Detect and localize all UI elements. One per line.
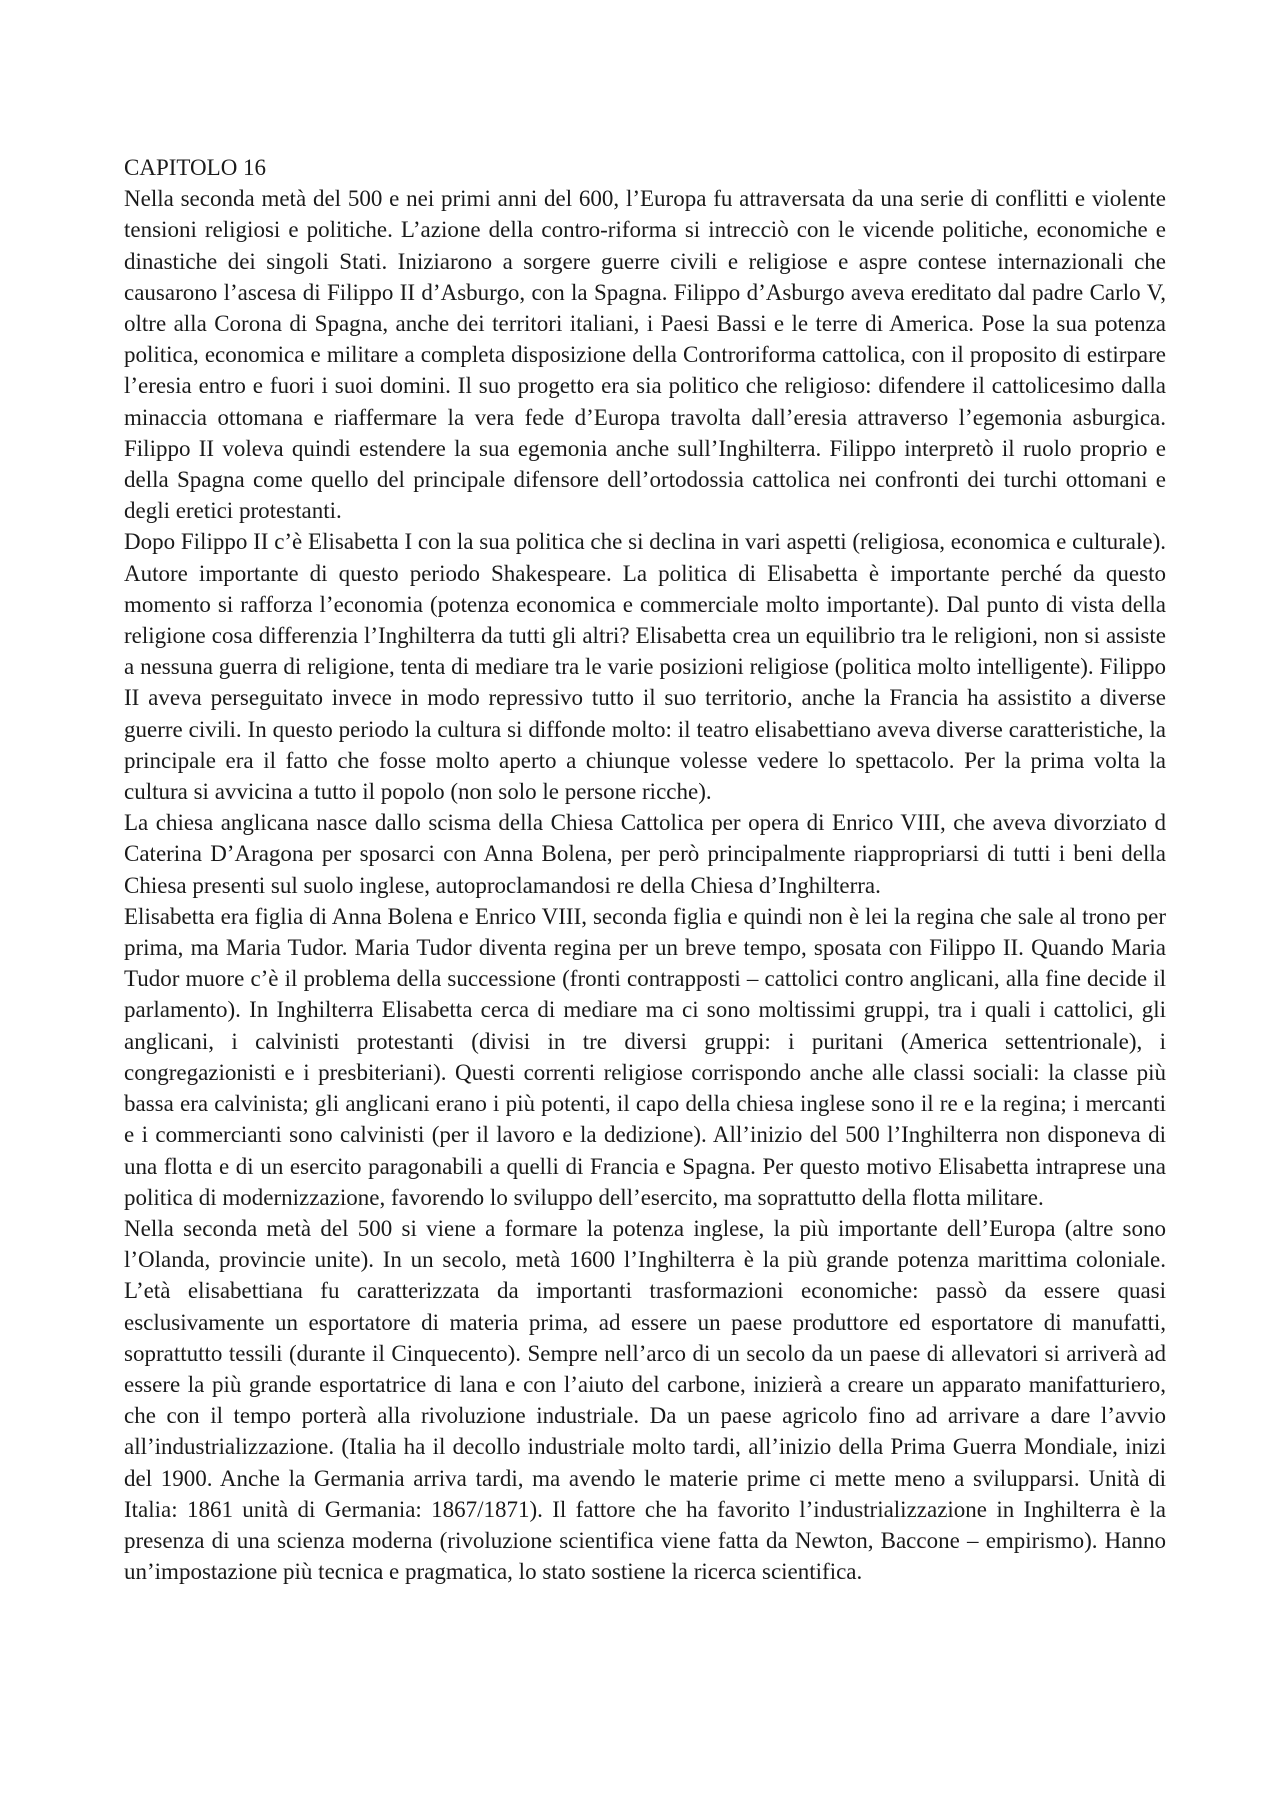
paragraph-chiesa-anglicana: La chiesa anglicana nasce dallo scisma della Chiesa Cattolica per opera di Enrico VIII, che aveva divorziato d Caterina D’Aragona per sposarci con Anna Bolena, per però principalmente riappropriarsi di tutti i beni della Chiesa presenti sul suolo inglese, autoproclamandosi re della Chiesa d’Inghilterra. [124,810,1166,898]
paragraph-filippo-ii: Nella seconda metà del 500 e nei primi anni del 600, l’Europa fu attraversata da una serie di conflitti e violente tensioni religiosi e politiche. L’azione della contro-riforma si intrecciò con le vicende politiche, economiche e dinastiche dei singoli Stati. Iniziarono a sorgere guerre civili e religiose e aspre contese internazionali che causarono l’ascesa di Filippo II d’Asburgo, con la Spagna. Filippo d’Asburgo aveva ereditato dal padre Carlo V, oltre alla Corona di Spagna, anche dei territori italiani, i Paesi Bassi e le terre di America. Pose la sua potenza politica, economica e militare a completa disposizione della Controriforma cattolica, con il proposito di estirpare l’eresia entro e fuori i suoi domini. Il suo progetto era sia politico che religioso: difendere il cattolicesimo dalla minaccia ottomana e riaffermare la vera fede d’Europa travolta dall’eresia attraverso l’egemonia asburgica. Filippo II voleva quindi estendere la sua egemonia anche sull’Inghilterra. Filippo interpretò il ruolo proprio e della Spagna come quello del principale difensore dell’ortodossia cattolica nei confronti dei turchi ottomani e degli eretici protestanti. [124,186,1166,524]
paragraph-elisabetta-politica: Dopo Filippo II c’è Elisabetta I con la sua politica che si declina in vari aspetti (religiosa, economica e culturale). Autore importante di questo periodo Shakespeare. La politica di Elisabetta è importante perché da questo momento si rafforza l’economia (potenza economica e commerciale molto importante). Dal punto di vista della religione cosa differenzia l’Inghilterra da tutti gli altri? Elisabetta crea un equilibrio tra le religioni, non si assiste a nessuna guerra di religione, tenta di mediare tra le varie posizioni religiose (politica molto intelligente). Filippo II aveva perseguitato invece in modo repressivo tutto il suo territorio, anche la Francia ha assistito a diverse guerre civili. In questo periodo la cultura si diffonde molto: il teatro elisabettiano aveva diverse caratteristiche, la principale era il fatto che fosse molto aperto a chiunque volesse vedere lo spettacolo. Per la prima volta la cultura si avvicina a tutto il popolo (non solo le persone ricche). [124,529,1166,805]
paragraph-successione: Elisabetta era figlia di Anna Bolena e Enrico VIII, seconda figlia e quindi non è lei la regina che sale al trono per prima, ma Maria Tudor. Maria Tudor diventa regina per un breve tempo, sposata con Filippo II. Quando Maria Tudor muore c’è il problema della successione (fronti contrapposti – cattolici contro anglicani, alla fine decide il parlamento). In Inghilterra Elisabetta cerca di mediare ma ci sono moltissimi gruppi, tra i quali i cattolici, gli anglicani, i calvinisti protestanti (divisi in tre diversi gruppi: i puritani (America settentrionale), i congregazionisti e i presbiteriani). Questi correnti religiose corrispondo anche alle classi sociali: la classe più bassa era calvinista; gli anglicani erano i più potenti, il capo della chiesa inglese sono il re e la regina; i mercanti e i commercianti sono calvinisti (per il lavoro e la dedizione). All’inizio del 500 l’Inghilterra non disponeva di una flotta e di un esercito paragonabili a quelli di Francia e Spagna. Per questo motivo Elisabetta intraprese una politica di modernizzazione, favorendo lo sviluppo dell’esercito, ma soprattutto della flotta militare. [124,903,1166,1210]
document-page [124,152,1166,1587]
paragraph-potenza-inglese: Nella seconda metà del 500 si viene a formare la potenza inglese, la più importante dell’Europa (altre sono l’Olanda, provincie unite). In un secolo, metà 1600 l’Inghilterra è la più grande potenza marittima coloniale. L’età elisabettiana fu caratterizzata da importanti trasformazioni economiche: passò da essere quasi esclusivamente un esportatore di materia prima, ad essere un paese produttore ed esportatore di manufatti, soprattutto tessili (durante il Cinquecento). Sempre nell’arco di un secolo da un paese di allevatori si arriverà ad essere la più grande esportatrice di lana e con l’aiuto del carbone, inizierà a creare un apparato manifatturiero, che con il tempo porterà alla rivoluzione industriale. Da un paese agricolo fino ad arrivare a dare l’avvio all’industrializzazione. (Italia ha il decollo industriale molto tardi, all’inizio della Prima Guerra Mondiale, inizi del 1900. Anche la Germania arriva tardi, ma avendo le materie prime ci mette meno a svilupparsi. Unità di Italia: 1861 unità di Germania: 1867/1871). Il fattore che ha favorito l’industrializzazione in Inghilterra è la presenza di una scienza moderna (rivoluzione scientifica viene fatta da Newton, Baccone – empirismo). Hanno un’impostazione più tecnica e pragmatica, lo stato sostiene la ricerca scientifica. [124,1215,1166,1585]
chapter-title: CAPITOLO 16 [124,155,267,180]
